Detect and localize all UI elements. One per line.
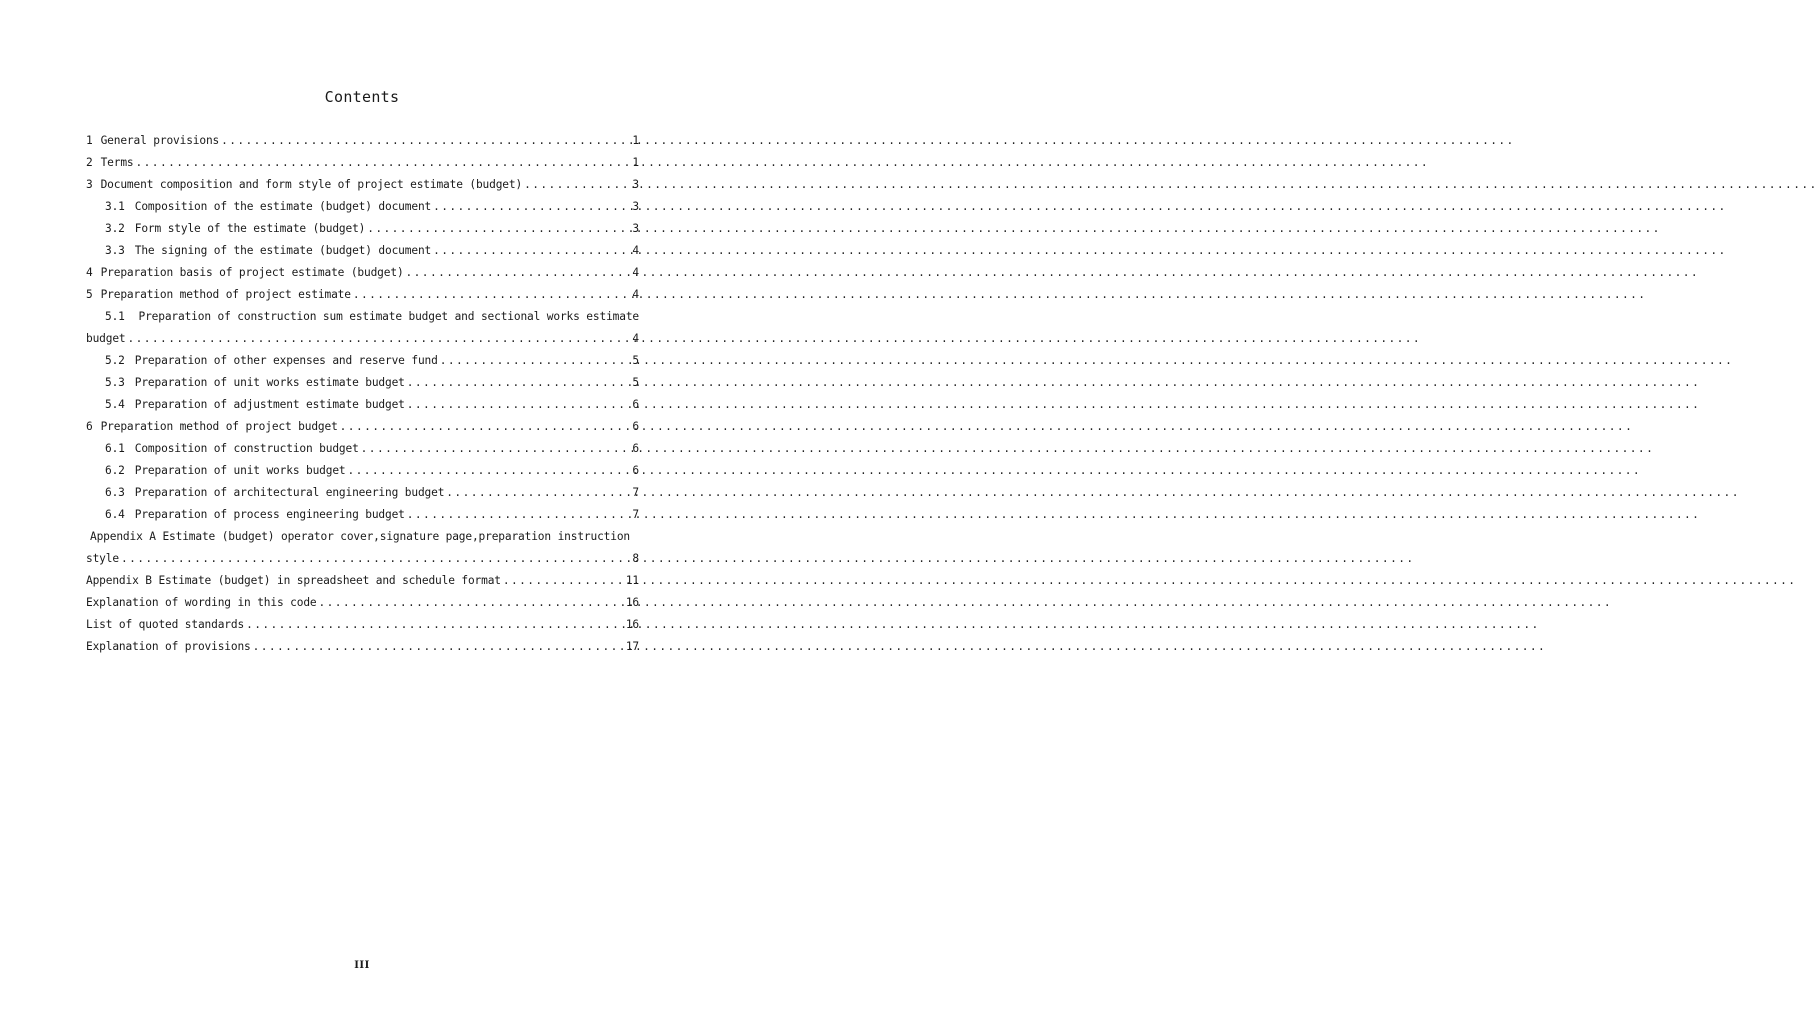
toc-entry-3-2[interactable] <box>86 218 639 240</box>
toc-text: Preparation of unit works estimate budget <box>134 376 405 389</box>
toc-text: budget <box>86 332 126 345</box>
toc-text: Form style of the estimate (budget) <box>134 222 366 235</box>
toc-text: Preparation of construction sum estimate budget and sectional works estimate <box>138 310 639 323</box>
leader-dots <box>136 152 629 174</box>
toc-page: 3 <box>632 222 639 235</box>
toc-page: 16 <box>625 618 639 631</box>
leader-dots <box>406 262 629 284</box>
toc-text: General provisions <box>100 134 220 147</box>
toc-entry-5-1-line1[interactable] <box>86 306 639 328</box>
leader-dots <box>440 350 629 372</box>
toc-page: 3 <box>632 200 639 213</box>
toc-number: 6.2 <box>105 464 125 477</box>
leader-dots <box>407 394 629 416</box>
toc-text: Preparation method of project budget <box>100 420 338 433</box>
toc-entry-5-4[interactable] <box>86 394 639 416</box>
toc-text: Appendix A Estimate (budget) operator cover,signature page,preparation instruction <box>90 530 631 543</box>
toc-entry-6-4[interactable] <box>86 504 639 526</box>
leader-dots <box>128 328 629 350</box>
toc-page: 8 <box>632 552 639 565</box>
toc-text: Preparation basis of project estimate (budget) <box>100 266 404 279</box>
toc-page: 17 <box>625 640 639 653</box>
toc-text: Preparation of process engineering budget <box>134 508 405 521</box>
toc-entry-provisions[interactable] <box>86 636 639 658</box>
toc-text: Preparation of unit works budget <box>134 464 346 477</box>
leader-dots <box>253 636 624 658</box>
leader-dots <box>353 284 629 306</box>
toc-page: 5 <box>632 376 639 389</box>
toc-text: Preparation of other expenses and reserve fund <box>134 354 438 367</box>
toc-number: 5.2 <box>105 354 125 367</box>
toc-text: Document composition and form style of project estimate (budget) <box>100 178 523 191</box>
table-of-contents <box>86 130 639 658</box>
toc-number: 6.1 <box>105 442 125 455</box>
toc-number: 6 <box>86 420 93 433</box>
toc-text: Composition of the estimate (budget) document <box>134 200 432 213</box>
toc-text: Preparation of adjustment estimate budget <box>134 398 405 411</box>
leader-dots <box>221 130 629 152</box>
leader-dots <box>246 614 624 636</box>
leader-dots <box>524 174 629 196</box>
toc-number: 5.1 <box>105 310 125 323</box>
toc-entry-6-2[interactable] <box>86 460 639 482</box>
toc-page: 11 <box>625 574 639 587</box>
toc-page: 1 <box>632 134 639 147</box>
toc-text: Appendix B Estimate (budget) in spreadsheet and schedule format <box>86 574 501 587</box>
toc-entry-5-1-line2[interactable] <box>86 328 639 350</box>
toc-page: 4 <box>632 288 639 301</box>
toc-entry-6-3[interactable] <box>86 482 639 504</box>
toc-page: 4 <box>632 266 639 279</box>
leader-dots <box>367 218 629 240</box>
toc-page: 4 <box>632 244 639 257</box>
toc-number: 6.3 <box>105 486 125 499</box>
toc-entry-5[interactable] <box>86 284 639 306</box>
toc-number: 2 <box>86 156 93 169</box>
toc-page: 3 <box>632 178 639 191</box>
toc-entry-wording[interactable] <box>86 592 639 614</box>
leader-dots <box>433 196 629 218</box>
toc-text: Composition of construction budget <box>134 442 359 455</box>
toc-entry-3-3[interactable] <box>86 240 639 262</box>
toc-page: 6 <box>632 398 639 411</box>
toc-number: 5.3 <box>105 376 125 389</box>
toc-number: 3.1 <box>105 200 125 213</box>
toc-entry-6-1[interactable] <box>86 438 639 460</box>
toc-entry-3[interactable] <box>86 174 639 196</box>
toc-page: 16 <box>625 596 639 609</box>
toc-page: 5 <box>632 354 639 367</box>
toc-entry-appendix-b[interactable] <box>86 570 639 592</box>
toc-page: 6 <box>632 464 639 477</box>
toc-entry-appendix-a-line2[interactable] <box>86 548 639 570</box>
toc-entry-5-2[interactable] <box>86 350 639 372</box>
toc-number: 3.3 <box>105 244 125 257</box>
leader-dots <box>319 592 624 614</box>
toc-text: style <box>86 552 119 565</box>
leader-dots <box>433 240 629 262</box>
toc-number: 1 <box>86 134 93 147</box>
toc-number: 4 <box>86 266 93 279</box>
toc-page: 7 <box>632 486 639 499</box>
toc-number: 6.4 <box>105 508 125 521</box>
toc-entry-appendix-a-line1[interactable] <box>86 526 639 548</box>
leader-dots <box>503 570 624 592</box>
leader-dots <box>407 372 629 394</box>
toc-text: Explanation of provisions <box>86 640 251 653</box>
toc-text: List of quoted standards <box>86 618 245 631</box>
toc-page: 4 <box>632 332 639 345</box>
toc-text: The signing of the estimate (budget) document <box>134 244 432 257</box>
leader-dots <box>446 482 629 504</box>
toc-entry-1[interactable] <box>86 130 639 152</box>
toc-text: Explanation of wording in this code <box>86 596 317 609</box>
toc-number: 3.2 <box>105 222 125 235</box>
toc-entry-3-1[interactable] <box>86 196 639 218</box>
toc-page: 1 <box>632 156 639 169</box>
toc-text: Terms <box>100 156 134 169</box>
toc-number: 3 <box>86 178 93 191</box>
toc-page: 7 <box>632 508 639 521</box>
toc-page: 6 <box>632 420 639 433</box>
leader-dots <box>348 460 630 482</box>
leader-dots <box>121 548 629 570</box>
toc-page: 6 <box>632 442 639 455</box>
toc-text: Preparation of architectural engineering budget <box>134 486 445 499</box>
leader-dots <box>407 504 629 526</box>
page-number: III <box>354 960 370 971</box>
leader-dots <box>361 438 629 460</box>
toc-entry-quoted-standards[interactable] <box>86 614 639 636</box>
toc-entry-6[interactable] <box>86 416 639 438</box>
toc-entry-2[interactable] <box>86 152 639 174</box>
contents-title: Contents <box>324 88 400 106</box>
toc-number: 5.4 <box>105 398 125 411</box>
leader-dots <box>340 416 629 438</box>
toc-entry-4[interactable] <box>86 262 639 284</box>
document-page <box>0 0 724 1024</box>
toc-number: 5 <box>86 288 93 301</box>
toc-entry-5-3[interactable] <box>86 372 639 394</box>
toc-text: Preparation method of project estimate <box>100 288 351 301</box>
